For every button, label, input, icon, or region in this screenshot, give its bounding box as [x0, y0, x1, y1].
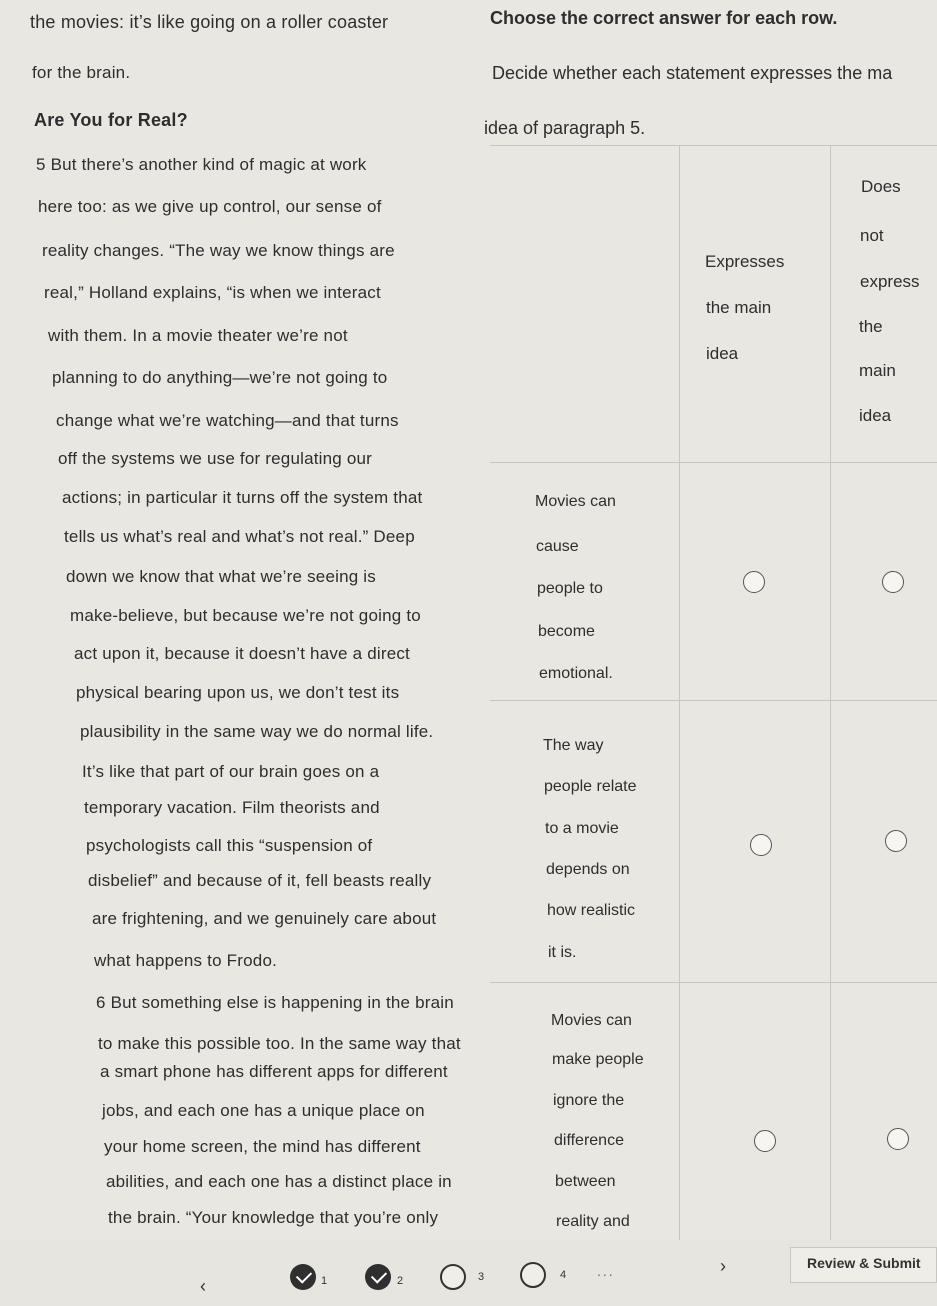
passage-line: the brain. “Your knowledge that you’re only	[108, 1208, 439, 1227]
row-3-statement: difference	[554, 1132, 624, 1149]
passage-line: psychologists call this “suspension of	[86, 836, 373, 855]
column-header-expresses: the main	[706, 298, 772, 317]
passage-line: disbelief” and because of it, fell beasts really	[88, 871, 432, 890]
row-1-expresses-radio[interactable]	[743, 571, 765, 593]
column-header-expresses: idea	[706, 344, 739, 363]
passage-line: temporary vacation. Film theorists and	[84, 798, 380, 817]
page-4-number: 4	[560, 1269, 567, 1281]
row-2-expresses-radio[interactable]	[750, 834, 772, 856]
column-header-does-not-express: idea	[859, 406, 892, 425]
passage-line: a smart phone has different apps for different	[100, 1062, 448, 1081]
next-arrow-icon[interactable]: ›	[720, 1256, 726, 1276]
row-1-statement: people to	[537, 580, 603, 597]
checkmark-icon	[296, 1267, 312, 1283]
page-4-button[interactable]	[520, 1262, 546, 1288]
row-2-statement: depends on	[546, 861, 630, 878]
question-instruction: Choose the correct answer for each row.	[490, 8, 838, 28]
page-3-number: 3	[478, 1271, 485, 1283]
more-pages-ellipsis: ...	[597, 1263, 615, 1279]
passage-line: to make this possible too. In the same way that	[98, 1034, 461, 1053]
passage-line: physical bearing upon us, we don’t test its	[76, 683, 400, 702]
previous-arrow-icon[interactable]: ‹	[200, 1276, 206, 1296]
row-1-statement: become	[538, 623, 595, 640]
passage-line: down we know that what we’re seeing is	[66, 567, 376, 586]
passage-line: change what we’re watching—and that turns	[56, 411, 399, 430]
row-1-statement: cause	[536, 538, 579, 555]
passage-line: off the systems we use for regulating our	[58, 449, 373, 468]
row-3-does-not-express-radio[interactable]	[887, 1128, 909, 1150]
passage-line: planning to do anything—we’re not going to	[52, 368, 388, 387]
row-1-statement: Movies can	[535, 493, 616, 510]
checkmark-icon	[371, 1267, 387, 1283]
row-2-statement: people relate	[544, 778, 637, 795]
passage-line: here too: as we give up control, our sense of	[38, 197, 382, 216]
passage-line: reality changes. “The way we know things are	[42, 241, 395, 260]
row-3-statement: between	[555, 1173, 616, 1190]
passage-line: what happens to Frodo.	[94, 951, 278, 970]
page-3-button[interactable]	[440, 1264, 466, 1290]
row-1-does-not-express-radio[interactable]	[882, 571, 904, 593]
question-prompt: Decide whether each statement expresses the ma	[492, 63, 893, 83]
passage-line: the movies: it’s like going on a roller coaster	[30, 12, 389, 32]
passage-line: plausibility in the same way we do normal life.	[80, 722, 434, 741]
question-prompt-cont: idea of paragraph 5.	[484, 118, 646, 138]
column-header-expresses: Expresses	[705, 252, 785, 271]
row-2-statement: to a movie	[545, 820, 619, 837]
passage-line: act upon it, because it doesn’t have a direct	[74, 644, 410, 663]
page-2-number: 2	[397, 1275, 404, 1287]
page-1-button[interactable]	[290, 1264, 316, 1290]
passage-line: make-believe, but because we’re not going to	[70, 606, 421, 625]
column-header-does-not-express: main	[859, 361, 896, 380]
column-header-does-not-express: Does	[861, 177, 901, 196]
row-3-expresses-radio[interactable]	[754, 1130, 776, 1152]
row-3-statement: ignore the	[553, 1092, 625, 1109]
row-1-statement: emotional.	[539, 665, 613, 682]
passage-line: actions; in particular it turns off the system that	[62, 488, 423, 507]
passage-line: your home screen, the mind has different	[104, 1137, 421, 1156]
row-3-statement: make people	[552, 1051, 644, 1068]
row-2-statement: how realistic	[547, 902, 636, 919]
passage-line: with them. In a movie theater we’re not	[48, 326, 348, 345]
passage-line: jobs, and each one has a unique place on	[102, 1101, 425, 1120]
passage-line: abilities, and each one has a distinct place in	[106, 1172, 452, 1191]
passage-line: 5 But there’s another kind of magic at work	[36, 155, 367, 174]
row-2-statement: The way	[543, 737, 604, 754]
row-2-does-not-express-radio[interactable]	[885, 830, 907, 852]
answer-table	[490, 145, 937, 1240]
column-header-does-not-express: the	[859, 317, 883, 336]
row-2-statement: it is.	[548, 944, 577, 961]
passage-line: real,” Holland explains, “is when we interact	[44, 283, 381, 302]
passage-line: It’s like that part of our brain goes on a	[82, 762, 380, 781]
passage-line: tells us what’s real and what’s not real.” Deep	[64, 527, 415, 546]
passage-line: 6 But something else is happening in the brain	[96, 993, 454, 1012]
page-2-button[interactable]	[365, 1264, 391, 1290]
passage-line: are frightening, and we genuinely care about	[92, 909, 437, 928]
row-3-statement: reality and	[556, 1213, 630, 1230]
page-1-number: 1	[321, 1275, 328, 1287]
row-3-statement: Movies can	[551, 1012, 632, 1029]
passage-heading: Are You for Real?	[34, 110, 188, 130]
column-header-does-not-express: express	[860, 272, 920, 291]
column-header-does-not-express: not	[860, 226, 884, 245]
passage-line: for the brain.	[32, 63, 131, 82]
review-submit-button[interactable]: Review & Submit	[790, 1247, 937, 1283]
